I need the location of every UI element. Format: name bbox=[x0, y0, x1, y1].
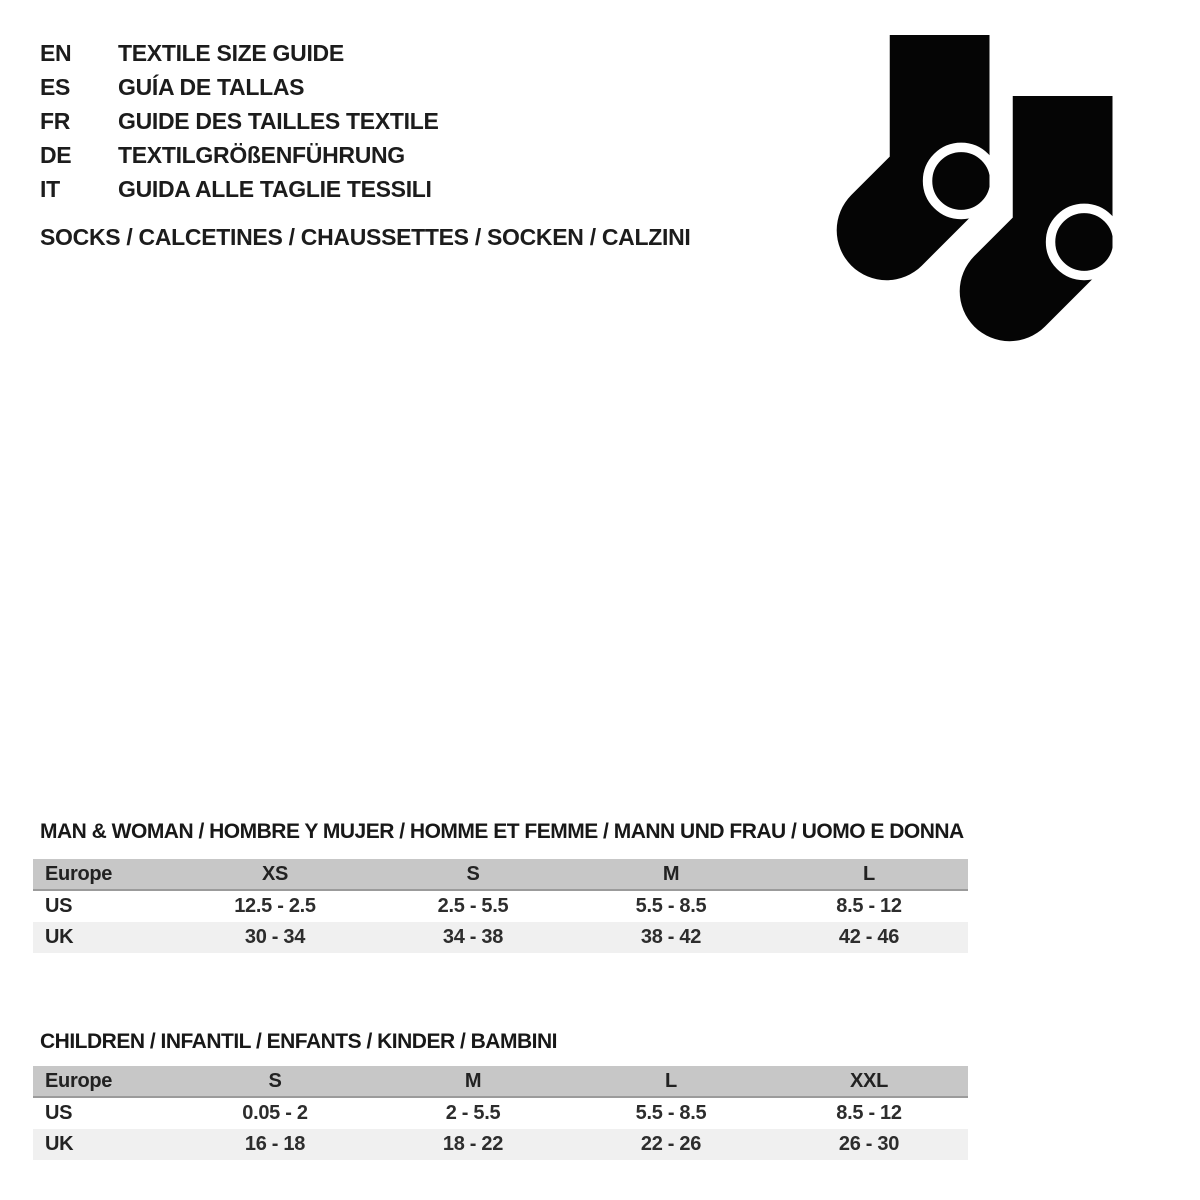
value-cell: 5.5 - 8.5 bbox=[635, 895, 707, 917]
region-cell: US bbox=[45, 1102, 73, 1124]
value-cell: 30 - 34 bbox=[244, 926, 306, 948]
table-row-us bbox=[33, 1098, 968, 1129]
value-cell: 22 - 26 bbox=[640, 1133, 702, 1155]
socks-icon bbox=[818, 33, 1138, 353]
value-cell: 26 - 30 bbox=[838, 1133, 900, 1155]
value-cell: 8.5 - 12 bbox=[836, 895, 902, 917]
adult-table-title: MAN & WOMAN / HOMBRE Y MUJER / HOMME ET FEMME / MANN UND FRAU / UOMO E DONNA bbox=[40, 820, 964, 843]
children-table-title: CHILDREN / INFANTIL / ENFANTS / KINDER / BAMBINI bbox=[40, 1030, 557, 1053]
region-cell: UK bbox=[45, 1133, 74, 1155]
region-cell: UK bbox=[45, 926, 74, 948]
language-row-en bbox=[40, 36, 439, 70]
language-label: GUIDE DES TAILLES TEXTILE bbox=[118, 107, 439, 134]
header-cell-size: L bbox=[665, 1069, 677, 1092]
language-row-es bbox=[40, 70, 439, 104]
language-code: DE bbox=[40, 141, 72, 168]
header-cell-europe: Europe bbox=[45, 1069, 113, 1092]
header-cell-size: S bbox=[466, 862, 480, 885]
language-row-it bbox=[40, 172, 439, 206]
language-row-fr bbox=[40, 104, 439, 138]
region-cell: US bbox=[45, 895, 73, 917]
value-cell: 16 - 18 bbox=[244, 1133, 306, 1155]
value-cell: 12.5 - 2.5 bbox=[234, 895, 316, 917]
category-title: SOCKS / CALCETINES / CHAUSSETTES / SOCKEN / CALZINI bbox=[40, 224, 691, 250]
children-size-table bbox=[33, 1066, 968, 1160]
value-cell: 42 - 46 bbox=[838, 926, 900, 948]
header-cell-size: XXL bbox=[850, 1069, 888, 1092]
header-cell-size: L bbox=[863, 862, 875, 885]
language-code: ES bbox=[40, 73, 71, 100]
value-cell: 18 - 22 bbox=[442, 1133, 504, 1155]
header-cell-size: M bbox=[464, 1069, 482, 1092]
socks-icon-svg bbox=[818, 33, 1138, 353]
value-cell: 5.5 - 8.5 bbox=[635, 1102, 707, 1124]
language-code: FR bbox=[40, 107, 71, 134]
table-header-row bbox=[33, 859, 968, 891]
table-row-uk bbox=[33, 922, 968, 953]
header-cell-size: M bbox=[662, 862, 680, 885]
value-cell: 2.5 - 5.5 bbox=[437, 895, 509, 917]
adult-size-table bbox=[33, 859, 968, 953]
value-cell: 38 - 42 bbox=[640, 926, 702, 948]
table-header-row bbox=[33, 1066, 968, 1098]
table-row-us bbox=[33, 891, 968, 922]
table-row-uk bbox=[33, 1129, 968, 1160]
header-cell-europe: Europe bbox=[45, 862, 113, 885]
language-code: EN bbox=[40, 39, 72, 66]
language-list bbox=[40, 36, 439, 206]
value-cell: 2 - 5.5 bbox=[445, 1102, 501, 1124]
value-cell: 8.5 - 12 bbox=[836, 1102, 902, 1124]
header-cell-size: S bbox=[268, 1069, 282, 1092]
language-label: TEXTILGRÖßENFÜHRUNG bbox=[118, 141, 405, 168]
language-label: GUIDA ALLE TAGLIE TESSILI bbox=[118, 175, 432, 202]
header-cell-size: XS bbox=[261, 862, 289, 885]
value-cell: 0.05 - 2 bbox=[242, 1102, 308, 1124]
language-label: TEXTILE SIZE GUIDE bbox=[118, 39, 344, 66]
language-row-de bbox=[40, 138, 439, 172]
value-cell: 34 - 38 bbox=[442, 926, 504, 948]
language-code: IT bbox=[40, 175, 60, 202]
language-label: GUÍA DE TALLAS bbox=[118, 73, 305, 100]
